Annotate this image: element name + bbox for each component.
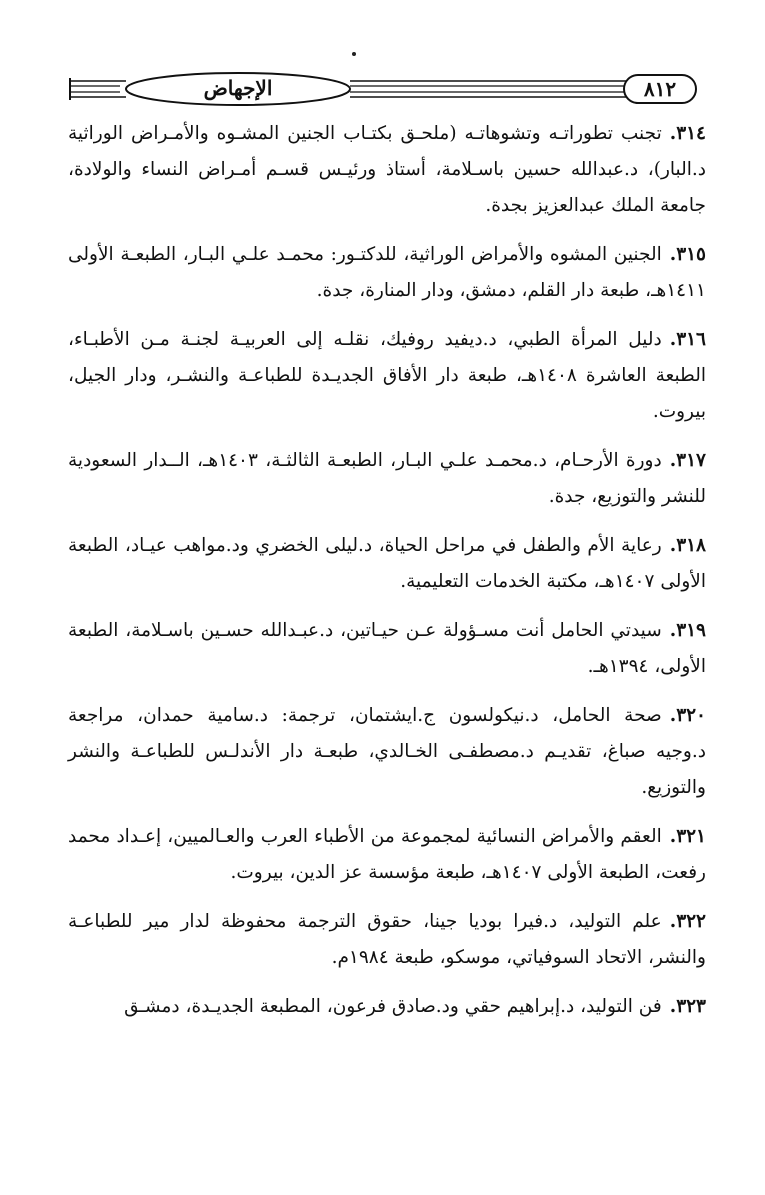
bibliography-entry [68,237,706,309]
header-ornament [68,70,706,108]
entry-text: دورة الأرحـام، د.محمـد علـي البـار، الطبعـة الثالثـة، ١٤٠٣هـ، الــدار السعودية للنشر والتوزيع، جدة. [68,450,706,507]
entry-number: ٣١٦. [669,329,706,350]
bibliography-entry [68,989,706,1025]
entry-number: ٣٢٠. [669,705,706,726]
page-header [68,70,706,108]
entry-text: فن التوليد، د.إبراهيم حقي ود.صادق فرعون، المطبعة الجديـدة، دمشـق [124,996,662,1017]
bibliography-entry [68,116,706,224]
entry-number: ٣٢١. [669,826,706,847]
entry-number: ٣١٧. [669,450,706,471]
bibliography-entry [68,322,706,430]
bibliography-entry [68,904,706,976]
page-number: ٨١٢ [643,77,677,101]
entry-text: رعاية الأم والطفل في مراحل الحياة، د.ليلى الخضري ود.مواهب عيـاد، الطبعة الأولى ١٤٠٧هـ، مكتبة الخدمات التعليمية. [68,535,706,592]
entry-text: سيدتي الحامل أنت مسـؤولة عـن حيـاتين، د.عبـدالله حسـين باسـلامة، الطبعة الأولى، ١٣٩٤هـ. [68,620,706,677]
entry-number: ٣١٥. [669,244,706,265]
entry-text: دليل المرأة الطبي، د.ديفيد روفيك، نقلـه إلى العربيـة لجنـة مـن الأطبـاء، الطبعة العاشرة ١٤٠٨هـ، طبعة دار الأفاق الجديـدة للطباعـة والنشـر، ودار الجيل، بيروت. [68,329,706,422]
bibliography-entry [68,698,706,806]
bibliography-entry [68,819,706,891]
entry-text: تجنب تطوراتـه وتشوهاتـه (ملحـق بكتـاب الجنين المشـوه والأمـراض الوراثية د.البار)، د.عبدالله حسين باسـلامة، أستاذ ورئيـس قسـم أمـراض النساء والولادة، جامعة الملك عبدالعزيز بجدة. [68,123,706,216]
entry-number: ٣١٤. [669,123,706,144]
entry-number: ٣١٩. [669,620,706,641]
bibliography-list [68,116,706,1038]
entry-text: علم التوليد، د.فيرا بوديا جينا، حقوق الترجمة محفوظة لدار مير للطباعـة والنشر، الاتحاد السوفياتي، موسكو، طبعة ١٩٨٤م. [68,911,706,968]
entry-text: الجنين المشوه والأمراض الوراثية، للدكتـور: محمـد علـي البـار، الطبعـة الأولى ١٤١١هـ، طبعة دار القلم، دمشق، ودار المنارة، جدة. [68,244,706,301]
entry-number: ٣١٨. [669,535,706,556]
entry-number: ٣٢٣. [669,996,706,1017]
entry-text: العقم والأمراض النسائية لمجموعة من الأطباء العرب والعـالميين، إعـداد محمد رفعت، الطبعة الأولى ١٤٠٧هـ، طبعة مؤسسة عز الدين، بيروت. [68,826,706,883]
bibliography-entry [68,528,706,600]
bibliography-entry [68,443,706,515]
page-title: الإجهاض [203,76,273,100]
bibliography-entry [68,613,706,685]
decorative-dot [352,52,356,56]
entry-text: صحة الحامل، د.نيكولسون ج.ايشتمان، ترجمة: د.سامية حمدان، مراجعة د.وجيه صباغ، تقديـم د.مصطفـى الخـالدي، طبعـة دار الأندلـس للطباعـة والنشر والتوزيع. [68,705,706,798]
entry-number: ٣٢٢. [669,911,706,932]
